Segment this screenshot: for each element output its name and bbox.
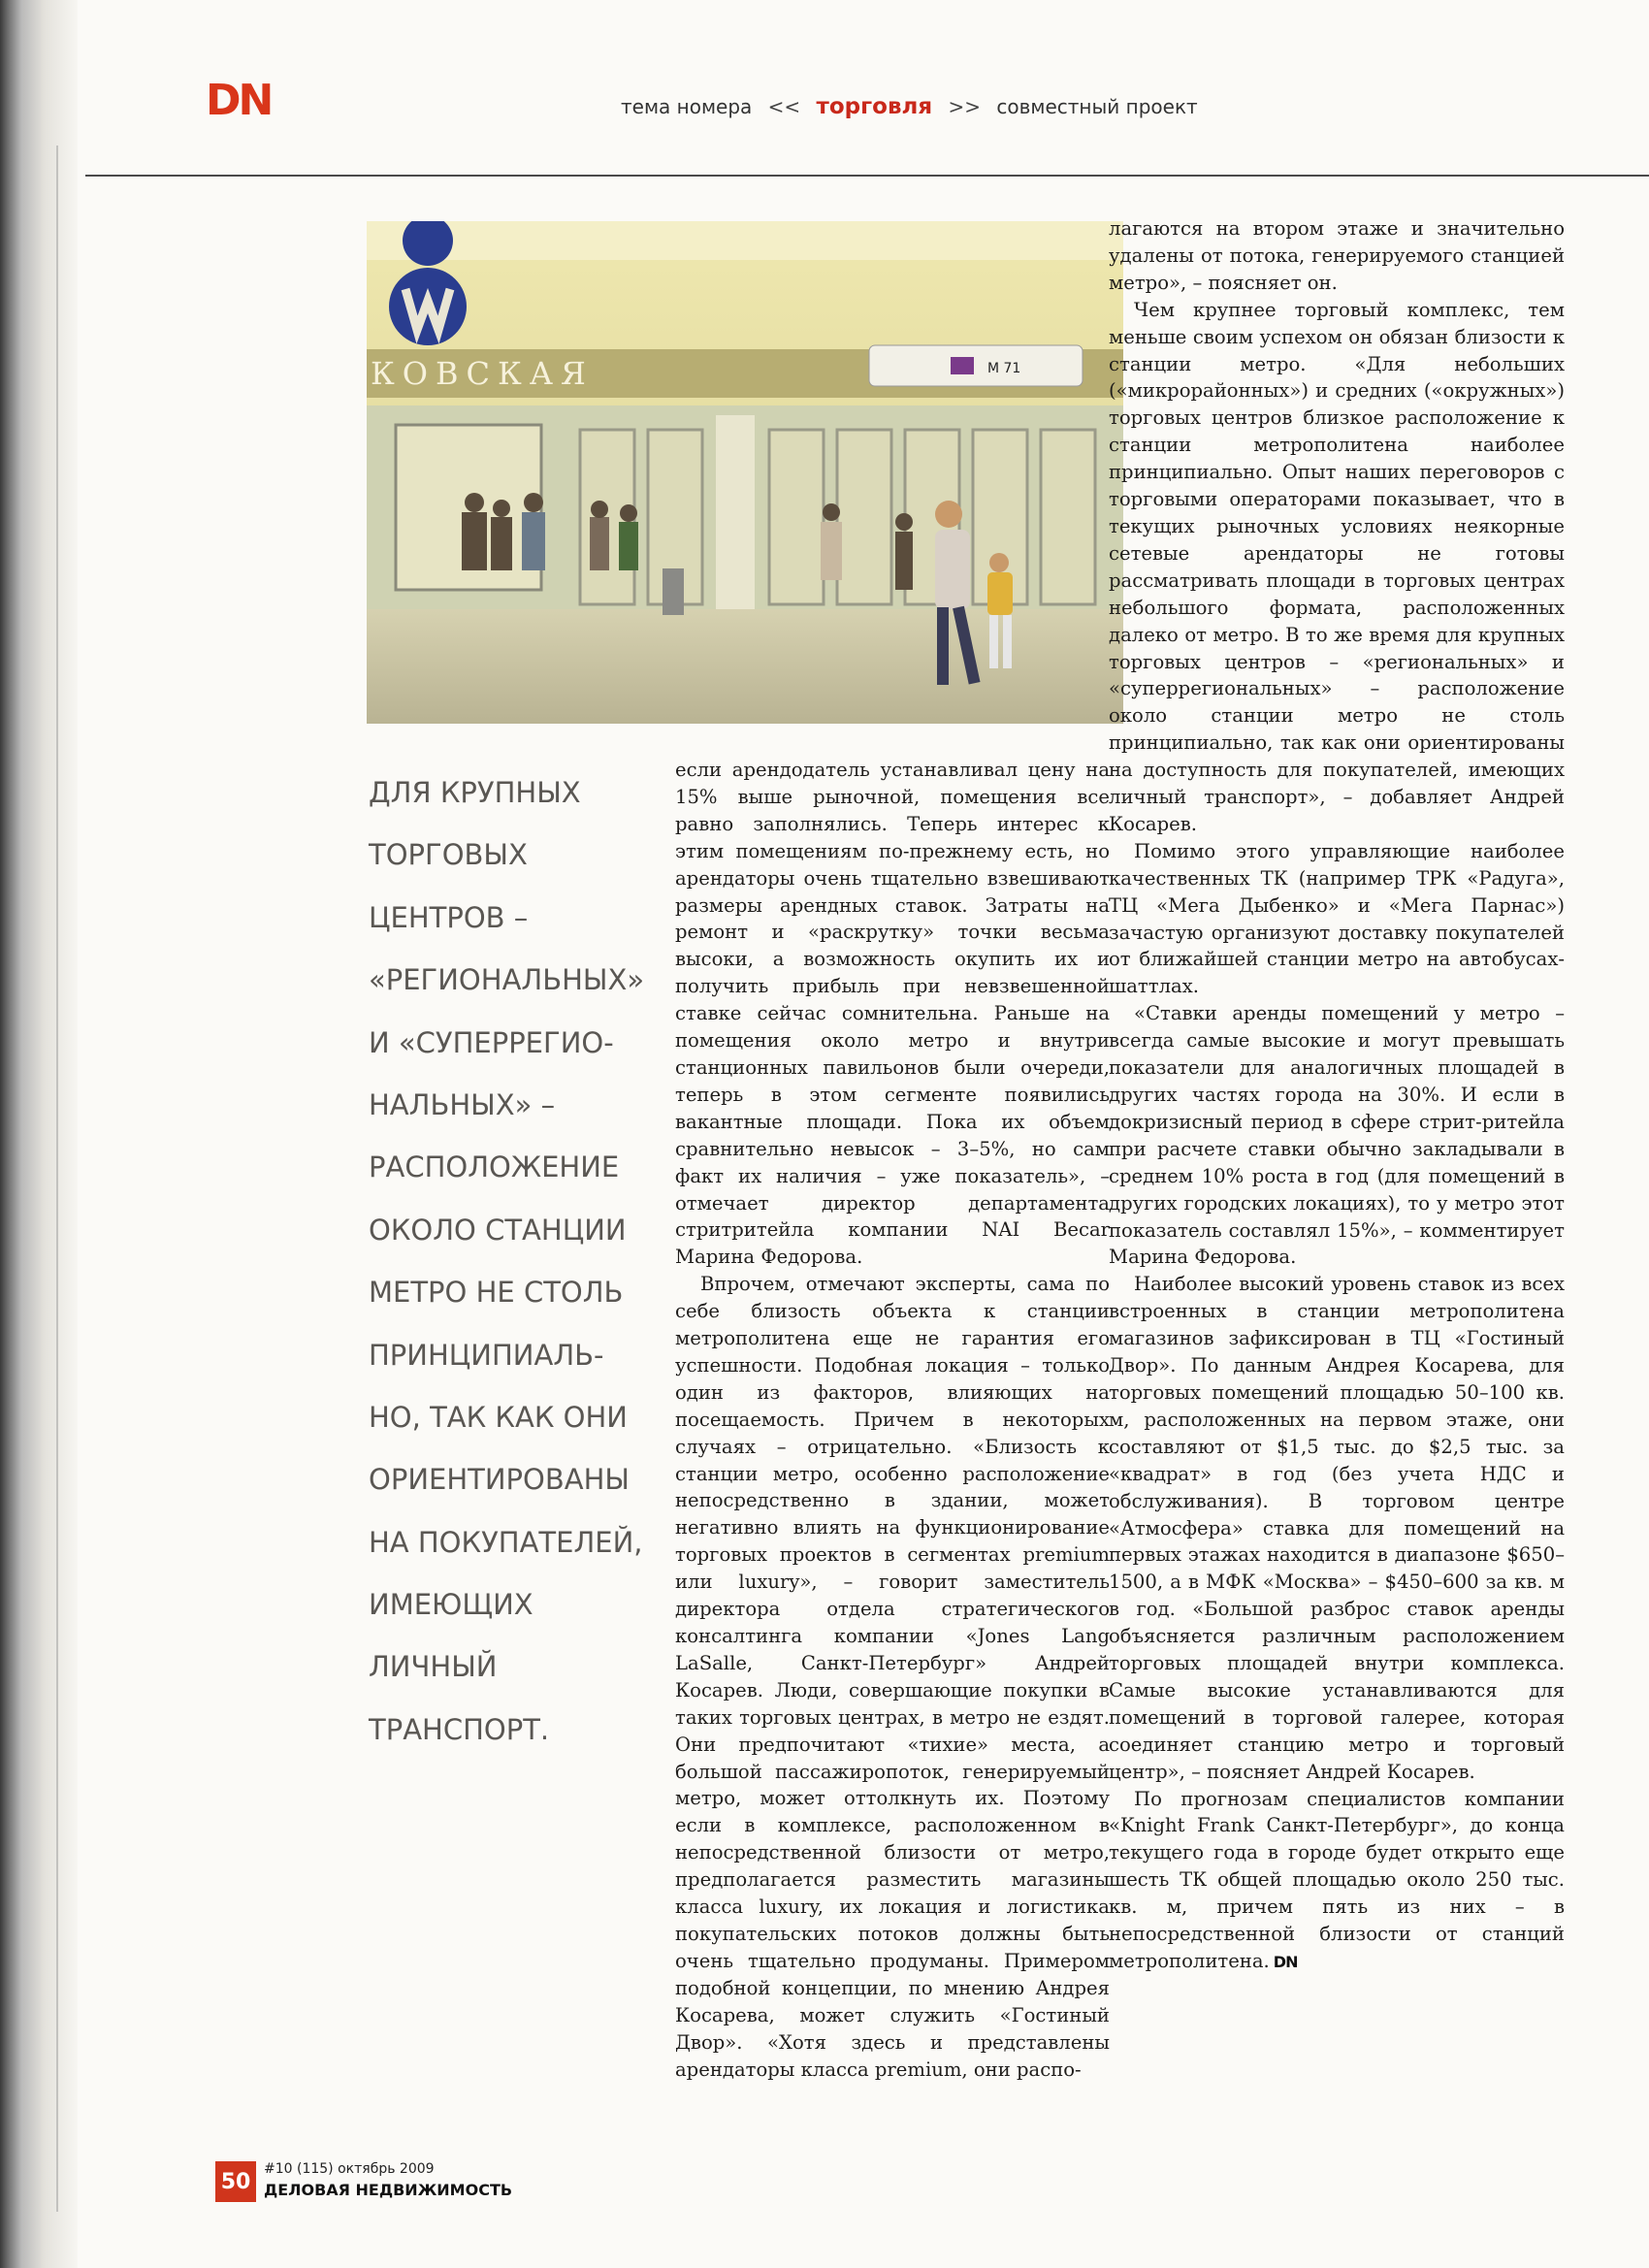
end-of-article-mark: DN: [1273, 1953, 1298, 1971]
nav-arrows-left: <<: [767, 95, 801, 118]
metro-station-photo: [367, 221, 1123, 724]
article-paragraph: если арендодатель устанавливал цену на 15% выше рыночной, помещения все равно заполнялись. Теперь интерес к этим помещениям по-прежнему есть, но арендаторы очень тщательно взвешивают размеры арендных ставок. Затраты на ремонт и «раскрутку» точки весьма высоки, а возможность окупить их и получить прибыль при невзвешенной ставке сейчас сомнительна. Раньше на помещения около метро и внутри станционных павильонов были очереди, теперь в этом сегменте появились вакантные площади. Пока их объем сравнительно невысок – 3–5%, но сам факт их наличия – уже показатель», – отмечает директор департамента стритритейла компании NAI Becar Марина Федорова.: [675, 759, 1110, 1269]
pull-quote-line: ИМЕЮЩИХ: [369, 1588, 534, 1622]
article-column-middle: [675, 757, 1110, 2083]
header-rule: [85, 175, 1649, 177]
direction-sign-text: М 71: [987, 361, 1021, 376]
pull-quote-line: «РЕГИОНАЛЬНЫХ»: [369, 963, 645, 997]
pull-quote-line: ЛИЧНЫЙ: [369, 1650, 498, 1684]
pull-quote-line: НО, ТАК КАК ОНИ: [369, 1400, 628, 1434]
pull-quote-line: ОРИЕНТИРОВАНЫ: [369, 1463, 630, 1497]
pull-quote: [369, 761, 660, 1761]
article-paragraph: лагаются на втором этаже и значительно удалены от потока, генерируемого станцией метро», – поясняет он.: [1109, 217, 1565, 294]
pull-quote-line: МЕТРО НЕ СТОЛЬ: [369, 1276, 624, 1310]
magazine-name: ДЕЛОВАЯ НЕДВИЖИМОСТЬ: [264, 2181, 513, 2199]
pull-quote-line: НА ПОКУПАТЕЛЕЙ,: [369, 1525, 643, 1559]
page-number: 50: [215, 2161, 256, 2202]
pull-quote-line: ТРАНСПОРТ.: [369, 1712, 550, 1746]
pull-quote-line: ДЛЯ КРУПНЫХ: [369, 776, 581, 809]
section-nav: [621, 94, 1198, 119]
magazine-logo: DN: [206, 76, 272, 125]
article-paragraph-last: [1109, 1786, 1565, 1976]
article-paragraph: «Ставки аренды помещений у метро – всегда самые высокие и могут превышать показатели для аналогичных площадей в других частях города на 30%. И если в докризисный период в сфере стрит-ритейла при расчете ставки обычно закладывали в среднем 10% роста в год (для помещений в других городских локациях), то у метро этот показатель составлял 15%», – комментирует Марина Федорова.: [1109, 1002, 1565, 1269]
nav-joint-project-label: совместный проект: [996, 95, 1198, 118]
pull-quote-line: НАЛЬНЫХ» –: [369, 1087, 556, 1121]
nav-topic-label: тема номера: [621, 95, 753, 118]
page-binding-shadow: [0, 0, 78, 2268]
nav-arrows-right: >>: [948, 95, 982, 118]
station-sign-text: КОВСКАЯ: [371, 355, 594, 392]
nav-active-section: торговля: [816, 94, 933, 119]
issue-info: #10 (115) октябрь 2009: [264, 2161, 435, 2177]
pull-quote-line: ПРИНЦИПИАЛЬ-: [369, 1338, 604, 1372]
article-paragraph: Чем крупнее торговый комплекс, тем меньше своим успехом он обязан близости к станции метро. «Для небольших («микрорайонных») и средних («окружных») торговых центров близкое расположение к станции метрополитена наиболее принципиально. Опыт наших переговоров с торговыми операторами показывает, что в текущих рыночных условиях неякорные сетевые арендаторы не готовы рассматривать площади в торговых центрах небольшого формата, расположенных далеко от метро. В то же время для крупных торговых центров – «региональных» и «суперрегиональных» – расположение около станции метро не столь принципиально, так как они ориентированы на доступность для покупателей, имеющих личный транспорт», – добавляет Андрей Косарев.: [1109, 298, 1565, 835]
article-paragraph-text: По прогнозам специалистов компании «Knight Frank Санкт-Петербург», до конца текущего года в городе будет открыто еще шесть ТК общей площадью около 250 тыс. кв. м, причем пять из них – в непосредственной близости от станций метрополитена.: [1109, 1787, 1565, 1972]
pull-quote-line: ТОРГОВЫХ: [369, 838, 528, 872]
binding-line: [56, 146, 58, 2212]
pull-quote-line: И «СУПЕРРЕГИО-: [369, 1025, 614, 1059]
pull-quote-line: ОКОЛО СТАНЦИИ: [369, 1213, 627, 1247]
article-column-right: [1109, 215, 1565, 1976]
article-paragraph: Наиболее высокий уровень ставок из всех встроенных в станции метрополитена магазинов зафиксирован в ТЦ «Гостиный Двор». По данным Андрея Косарева, для торговых помещений площадью 50–100 кв. м, расположенных на первом этаже, они составляют от $1,5 тыс. до $2,5 тыс. за «квадрат» в год (без учета НДС и обслуживания). В торговом центре «Атмосфера» ставка для помещений на первых этажах находится в диапазоне $650–1500, а в МФК «Москва» – $450–600 за кв. м в год. «Большой разброс ставок аренды объясняется различным расположением торговых площадей внутри комплекса. Самые высокие устанавливаются для помещений в торговой галерее, которая соединяет станцию метро и торговый центр», – поясняет Андрей Косарев.: [1109, 1273, 1565, 1783]
article-paragraph: Впрочем, отмечают эксперты, сама по себе близость объекта к станции метрополитена еще не гарантия его успешности. Подобная локация – только один из факторов, влияющих на посещаемость. Причем в некоторых случаях – отрицательно. «Близость к станции метро, особенно расположение непосредственно в здании, может негативно влиять на функционирование торговых проектов в сегментах premium или luxury», – говорит заместитель директора отдела стратегического консалтинга компании «Jones Lang LaSalle, Санкт-Петербург» Андрей Косарев. Люди, совершающие покупки в таких торговых центрах, в метро не ездят. Они предпочитают «тихие» места, а большой пассажиропоток, генерируемый метро, может оттолкнуть их. Поэтому если в комплексе, расположенном в непосредственной близости от метро, предполагается разместить магазины класса luxury, их локация и логистика покупательских потоков должны быть очень тщательно продуманы. Примером подобной концепции, по мнению Андрея Косарева, может служить «Гостиный Двор». «Хотя здесь и представлены арендаторы класса premium, они распо-: [675, 1273, 1110, 2081]
article-paragraph: Помимо этого управляющие наиболее качественных ТК (например ТРК «Радуга», ТЦ «Мега Дыбенко» и «Мега Парнас») зачастую организуют доставку покупателей от ближайшей станции метро на автобусах-шаттлах.: [1109, 839, 1565, 998]
pull-quote-line: РАСПОЛОЖЕНИЕ: [369, 1150, 620, 1184]
pull-quote-line: ЦЕНТРОВ –: [369, 900, 529, 934]
